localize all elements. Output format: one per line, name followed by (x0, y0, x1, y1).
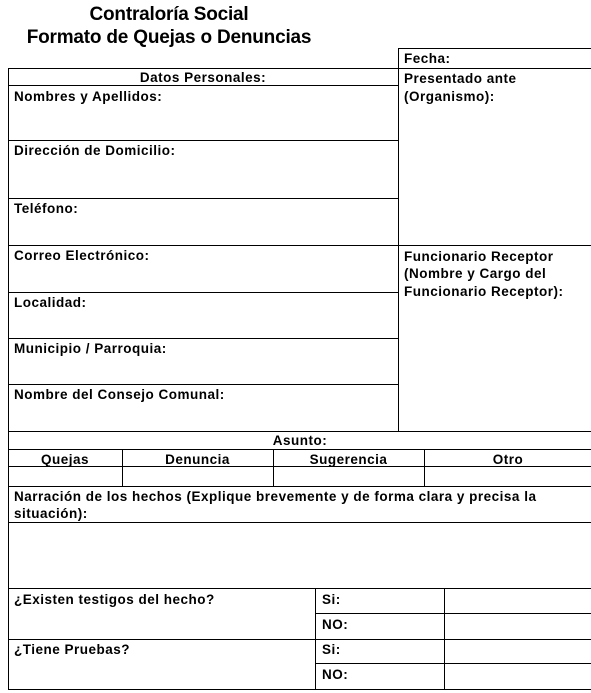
rule (8, 198, 398, 199)
testigos-question: ¿Existen testigos del hecho? (14, 592, 215, 607)
asunto-check-otro[interactable] (425, 467, 591, 486)
asunto-option-quejas: Quejas (40, 452, 90, 467)
testigos-no-label: NO: (322, 617, 349, 632)
narracion-label-1: Narración de los hechos (Explique brevemente y de forma clara y precisa la (14, 489, 537, 504)
asunto-option-otro: Otro (492, 452, 524, 467)
pruebas-no-label: NO: (322, 667, 349, 682)
direccion-label: Dirección de Domicilio: (14, 143, 176, 158)
asunto-check-sugerencia[interactable] (274, 467, 423, 486)
fecha-label: Fecha: (404, 51, 451, 66)
presentado-label-1: Presentado ante (404, 71, 517, 86)
funcionario-label-1: Funcionario Receptor (404, 249, 554, 264)
rule (8, 292, 398, 293)
presentado-label-2: (Organismo): (404, 89, 495, 104)
rule (8, 449, 591, 450)
asunto-check-denuncia[interactable] (123, 467, 272, 486)
testigos-si-label: Si: (322, 592, 341, 607)
telefono-label: Teléfono: (14, 201, 79, 216)
correo-label: Correo Electrónico: (14, 248, 150, 263)
narracion-label-2: situación): (14, 506, 88, 521)
testigos-si-field[interactable] (445, 589, 591, 613)
rule (8, 245, 591, 246)
pruebas-no-field[interactable] (445, 664, 591, 689)
upper-divider (398, 68, 399, 432)
testigos-no-field[interactable] (445, 614, 591, 639)
pruebas-question: ¿Tiene Pruebas? (14, 642, 131, 657)
form-subtitle: Formato de Quejas o Denuncias (26, 27, 312, 48)
asunto-header: Asunto: (272, 433, 328, 448)
form-title: Contraloría Social (89, 4, 249, 25)
municipio-label: Municipio / Parroquia: (14, 341, 167, 356)
pruebas-si-field[interactable] (445, 640, 591, 663)
rule (8, 384, 398, 385)
consejo-label: Nombre del Consejo Comunal: (14, 387, 225, 402)
rule (8, 338, 398, 339)
asunto-check-quejas[interactable] (9, 467, 121, 486)
localidad-label: Localidad: (14, 295, 87, 310)
nombres-label: Nombres y Apellidos: (14, 89, 163, 104)
datos-personales-header: Datos Personales: (139, 70, 267, 85)
rule (8, 140, 398, 141)
narracion-field[interactable] (9, 523, 591, 588)
pruebas-si-label: Si: (322, 642, 341, 657)
funcionario-label-3: Funcionario Receptor): (404, 284, 564, 299)
funcionario-label-2: (Nombre y Cargo del (404, 266, 547, 281)
asunto-option-sugerencia: Sugerencia (309, 452, 388, 467)
asunto-option-denuncia: Denuncia (165, 452, 230, 467)
